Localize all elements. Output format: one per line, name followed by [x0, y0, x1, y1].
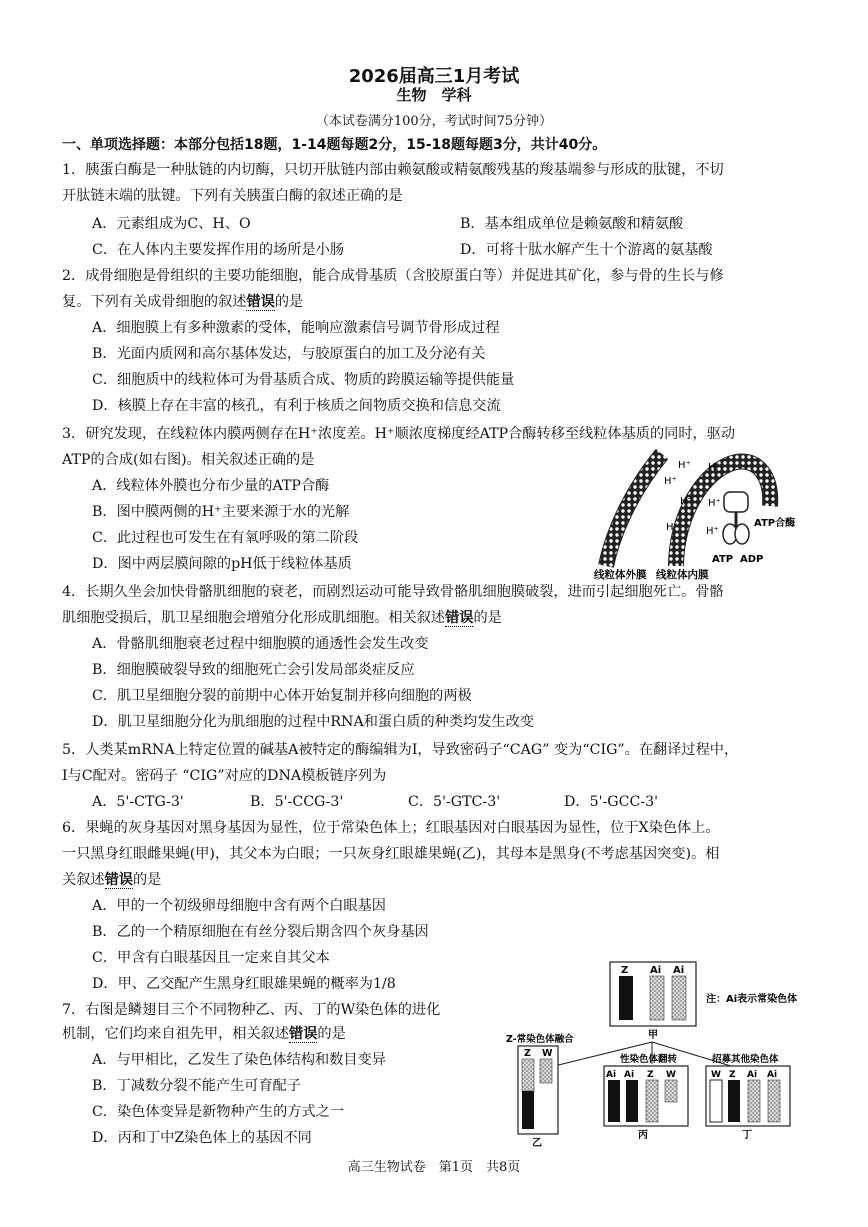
q6-option-d: D．甲、乙交配产生黑身红眼雄果蝇的概率为1/8 [92, 976, 396, 992]
h-ion-label-4: H⁺ [680, 496, 693, 507]
bing-w-label: W [666, 1070, 676, 1080]
q7-option-c: C．染色体变异是新物种产生的方式之一 [92, 1104, 345, 1120]
q1-stem-line2: 开肽链末端的肽键。下列有关胰蛋白酶的叙述正确的是 [62, 188, 403, 204]
yi-z-label: Z [524, 1048, 531, 1059]
q4-stem-line2: 肌细胞受损后，肌卫星细胞会增殖分化形成肌细胞。相关叙述错误的是 [62, 610, 502, 626]
outer-membrane-label: 线粒体外膜 [594, 569, 647, 580]
ding-ai-chromosome-2 [768, 1080, 780, 1122]
emphasis-wrong: 错误 [104, 872, 133, 888]
q3-option-a: A．线粒体外膜也分布少量的ATP合酶 [92, 478, 330, 494]
q7-stem-line2: 机制，它们均来自祖先甲，相关叙述错误的是 [62, 1026, 346, 1042]
jia-label: 甲 [648, 1030, 658, 1041]
ding-ai-label-1: Ai [747, 1070, 758, 1080]
q6-stem-line3: 关叙述错误的是 [62, 872, 162, 888]
ai-note: 注：Ai表示常染色体 [706, 994, 798, 1005]
q7-stem-line1: 7．右图是鳞翅目三个不同物种乙、丙、丁的W染色体的进化 [62, 1002, 441, 1018]
q5-stem-line1: 5．人类某mRNA上特定位置的碱基A被特定的酶编辑为I，导致密码子“CAG” 变为“CIG”。在翻译过程中， [62, 742, 739, 758]
q3-option-b: B．图中膜两侧的H⁺主要来源于水的光解 [92, 504, 350, 520]
section-heading: 一、单项选择题：本部分包括18题，1-14题每题2分，15-18题每题3分，共计40分。 [62, 137, 607, 153]
ding-w-chromosome [710, 1080, 722, 1122]
q5-option-b: B．5'-CCG-3' [250, 794, 344, 810]
bing-ai-chromosome-2 [626, 1080, 638, 1122]
q1-option-d: D．可将十肽水解产生十个游离的氨基酸 [460, 242, 713, 258]
ding-z-chromosome [728, 1080, 740, 1122]
q2-option-c: C．细胞质中的线粒体可为骨基质合成、物质的跨膜运输等提供能量 [92, 372, 515, 388]
q6-stem-line1: 6．果蝇的灰身基因对黑身基因为显性，位于常染色体上；红眼基因对白眼基因为显性，位于X染色体上。 [62, 820, 720, 836]
jia-ai-chromosome-2 [672, 976, 686, 1020]
bing-label: 丙 [638, 1130, 648, 1141]
h-ion-label-6: H⁺ [708, 498, 721, 509]
bing-w-chromosome [665, 1080, 677, 1102]
q4-option-d: D．肌卫星细胞分化为肌细胞的过程中RNA和蛋白质的种类均发生改变 [92, 714, 534, 730]
q6-option-c: C．甲含有白眼基因且一定来自其父本 [92, 950, 330, 966]
q2-option-d: D．核膜上存在丰富的核孔，有利于核质之间物质交换和信息交流 [92, 398, 501, 414]
chromosome-evolution-figure [502, 958, 812, 1148]
ding-ai-label-2: Ai [767, 1070, 778, 1080]
flip-label: 性染色体翻转 [620, 1054, 678, 1065]
jia-ai-label-2: Ai [673, 965, 685, 976]
q1-option-a: A．元素组成为C、H、O [92, 216, 251, 232]
q2-stem-line2: 复。下列有关成骨细胞的叙述错误的是 [62, 294, 304, 310]
q4-option-a: A．骨骼肌细胞衰老过程中细胞膜的通透性会发生改变 [92, 636, 429, 652]
q3-option-c: C．此过程也可发生在有氧呼吸的第二阶段 [92, 530, 359, 546]
bing-z-label: Z [647, 1070, 654, 1080]
h-ion-label-7: H⁺ [706, 526, 719, 537]
q6-stem-line2: 一只黑身红眼雌果蝇(甲)，其父本为白眼；一只灰身红眼雄果蝇(乙)，其母本是黑身(不考虑基因突变)。相 [62, 846, 720, 862]
yi-w-chromosome [540, 1059, 552, 1083]
yi-label: 乙 [532, 1138, 542, 1148]
q7-option-a: A．与甲相比，乙发生了染色体结构和数目变异 [92, 1052, 386, 1068]
ding-ai-chromosome-1 [748, 1080, 760, 1122]
ding-z-label: Z [729, 1070, 736, 1080]
q3-stem-line1: 3．研究发现，在线粒体内膜两侧存在H⁺浓度差。H⁺顺浓度梯度经ATP合酶转移至线粒体基质的同时，驱动 [62, 426, 736, 442]
q7-option-d: D．丙和丁中Z染色体上的基因不同 [92, 1130, 312, 1146]
recruit-label: 招募其他染色体 [712, 1054, 779, 1065]
fusion-label: Z-常染色体融合 [506, 1034, 574, 1045]
q5-option-a: A．5'-CTG-3' [92, 794, 184, 810]
q5-option-d: D．5'-GCC-3' [564, 794, 659, 810]
jia-z-label: Z [621, 965, 629, 976]
q6-option-a: A．甲的一个初级卵母细胞中含有两个白眼基因 [92, 898, 386, 914]
q2-option-a: A．细胞膜上有多种激素的受体，能响应激素信号调节骨形成过程 [92, 320, 500, 336]
bing-z-chromosome [646, 1080, 658, 1122]
q4-option-b: B．细胞膜破裂导致的细胞死亡会引发局部炎症反应 [92, 662, 415, 678]
exam-note: （本试卷满分100分，考试时间75分钟） [315, 114, 553, 129]
inner-membrane-label: 线粒体内膜 [656, 569, 709, 580]
exam-subject: 生物 学科 [396, 86, 472, 104]
q1-option-c: C．在人体内主要发挥作用的场所是小肠 [92, 242, 345, 258]
q4-stem-line1: 4．长期久坐会加快骨骼肌细胞的衰老，而剧烈运动可能导致骨骼肌细胞膜破裂，进而引起细胞死亡。骨骼 [62, 584, 724, 600]
ding-label: 丁 [742, 1130, 752, 1141]
bing-ai-chromosome-1 [608, 1080, 620, 1122]
page-footer: 高三生物试卷 第1页 共8页 [347, 1160, 521, 1175]
q3-stem-line2: ATP的合成(如右图)。相关叙述正确的是 [62, 452, 315, 468]
bing-ai-label-2: Ai [624, 1070, 635, 1080]
emphasis-wrong: 错误 [289, 1026, 318, 1042]
atp-synthase-label: ATP合酶 [754, 518, 796, 529]
q5-stem-line2: I与C配对。密码子 “CIG”对应的DNA模板链序列为 [62, 768, 387, 784]
atp-synthase-shape [723, 492, 749, 544]
q7-option-b: B．丁减数分裂不能产生可育配子 [92, 1078, 302, 1094]
atp-label: ATP [712, 554, 734, 565]
q5-option-c: C．5'-GTC-3' [408, 794, 501, 810]
q6-option-b: B．乙的一个精原细胞在有丝分裂后期含四个灰身基因 [92, 924, 429, 940]
h-ion-label-1: H⁺ [678, 460, 691, 471]
yi-w-label: W [542, 1048, 553, 1059]
jia-ai-label-1: Ai [650, 965, 662, 976]
q4-option-c: C．肌卫星细胞分裂的前期中心体开始复制并移向细胞的两极 [92, 688, 472, 704]
bing-ai-label-1: Ai [606, 1070, 617, 1080]
h-ion-label-2: H⁺ [708, 462, 721, 473]
q2-stem-line1: 2．成骨细胞是骨组织的主要功能细胞，能合成骨基质（含胶原蛋白等）并促进其矿化，参与骨的生长与修 [62, 268, 724, 284]
ding-w-label: W [711, 1070, 721, 1080]
exam-title: 2026届高三1月考试 [348, 66, 520, 87]
yi-z-upper [522, 1059, 534, 1091]
jia-z-chromosome [619, 976, 633, 1020]
q1-stem-line1: 1．胰蛋白酶是一种肽链的内切酶，只切开肽链内部由赖氨酸或精氨酸残基的羧基端参与形成的肽键，不切 [62, 162, 724, 178]
emphasis-wrong: 错误 [246, 294, 275, 310]
jia-ai-chromosome-1 [650, 976, 664, 1020]
yi-z-lower [522, 1091, 534, 1129]
mitochondria-membrane-figure [584, 448, 812, 580]
q3-option-d: D．图中两层膜间隙的pH低于线粒体基质 [92, 556, 352, 572]
adp-label: ADP [740, 554, 764, 565]
q1-option-b: B．基本组成单位是赖氨酸和精氨酸 [460, 216, 684, 232]
h-ion-label-3: H⁺ [664, 476, 677, 487]
h-ion-label-5: H⁺ [666, 522, 679, 533]
emphasis-wrong: 错误 [445, 610, 474, 626]
q2-option-b: B．光面内质网和高尔基体发达，与胶原蛋白的加工及分泌有关 [92, 346, 486, 362]
